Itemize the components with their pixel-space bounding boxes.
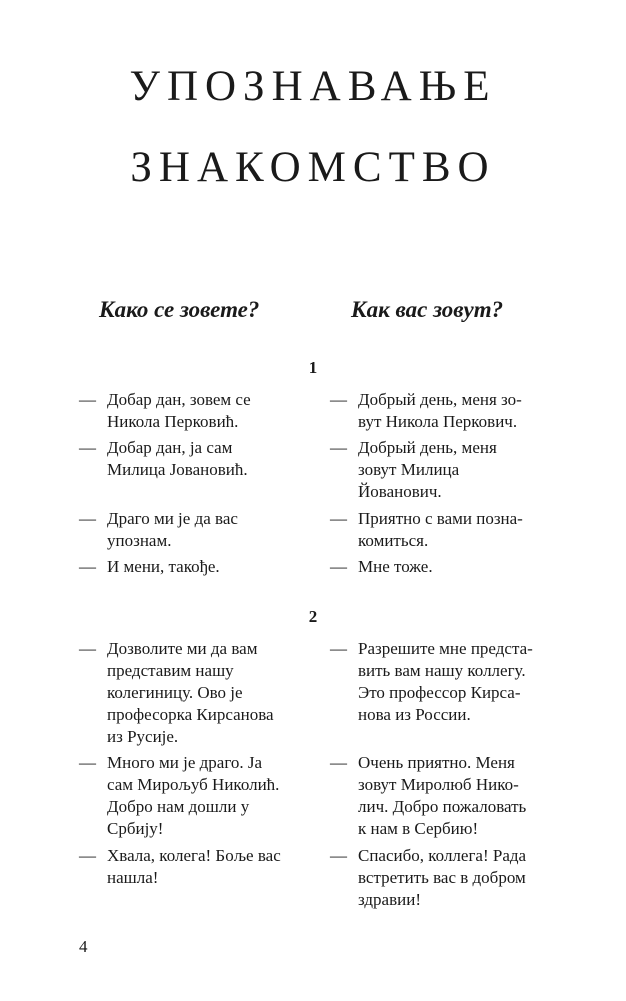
dialogue-line-serbian: представим нашу: [107, 661, 234, 680]
dialogue-dash: —: [79, 846, 96, 865]
dialogue-line-serbian: Драго ми је да вас: [107, 509, 238, 528]
column-heading-russian: Как вас зовут?: [351, 297, 504, 322]
dialogue-line-russian: вут Никола Перкович.: [358, 412, 518, 431]
dialogue-line-russian: Это профессор Кирса-: [358, 683, 521, 702]
dialogue-line-serbian: нашла!: [107, 868, 159, 887]
dialogue-line-serbian: И мени, такође.: [107, 557, 220, 576]
dialogue-dash: —: [79, 390, 96, 409]
dialogue-line-russian: зовут Милица: [358, 460, 460, 479]
dialogue-line-serbian: Много ми је драго. Ја: [107, 753, 263, 772]
dialogue-line-serbian: Милица Јовановић.: [107, 460, 248, 479]
column-heading-serbian: Како се зовете?: [99, 297, 260, 322]
dialogue-line-serbian: Добро нам дошли у: [107, 797, 250, 816]
dialogue-line-russian: нова из России.: [358, 705, 471, 724]
dialogue-line-russian: здравии!: [358, 890, 421, 909]
dialogue-line-serbian: Дозволите ми да вам: [107, 639, 258, 658]
dialogue-line-serbian: колегиницу. Ово је: [107, 683, 243, 702]
dialogue-line-russian: Йованович.: [358, 482, 442, 501]
dialogue-line-russian: Очень приятно. Меня: [358, 753, 515, 772]
dialogue-line-serbian: Хвала, колега! Боље вас: [107, 846, 281, 865]
dialogue-line-russian: Разрешите мне предста-: [358, 639, 533, 658]
dialogue-line-serbian: Никола Перковић.: [107, 412, 239, 431]
dialogue-dash: —: [330, 390, 347, 409]
dialogue-dash: —: [79, 557, 96, 576]
title-russian: ЗНАКОМСТВО: [130, 144, 496, 191]
dialogue-line-russian: встретить вас в добром: [358, 868, 526, 887]
dialogue-dash: —: [330, 557, 347, 576]
dialogue-line-russian: Приятно с вами позна-: [358, 509, 523, 528]
section-number: 2: [308, 607, 318, 626]
title-serbian: УПОЗНАВАЊЕ: [129, 63, 497, 110]
dialogue-line-serbian: из Русије.: [107, 727, 179, 746]
dialogue-dash: —: [79, 753, 96, 772]
dialogue-line-serbian: сам Мирољуб Николић.: [107, 775, 280, 794]
dialogue-dash: —: [330, 753, 347, 772]
dialogue-line-russian: комиться.: [358, 531, 429, 550]
dialogue-dash: —: [79, 639, 96, 658]
dialogue-line-russian: к нам в Сербию!: [358, 819, 479, 838]
dialogue-line-russian: зовут Миролюб Нико-: [358, 775, 519, 794]
dialogue-line-serbian: Добар дан, зовем се: [107, 390, 251, 409]
page-number: 4: [79, 937, 88, 956]
dialogue-line-russian: лич. Добро пожаловать: [358, 797, 527, 816]
section-number: 1: [308, 358, 318, 377]
dialogue-dash: —: [330, 846, 347, 865]
dialogue-dash: —: [330, 639, 347, 658]
dialogue-line-serbian: упознам.: [107, 531, 172, 550]
dialogue-dash: —: [330, 438, 347, 457]
dialogue-line-russian: Спасибо, коллега! Рада: [358, 846, 527, 865]
dialogue-line-russian: Добрый день, меня: [358, 438, 497, 457]
dialogue-line-russian: Добрый день, меня зо-: [358, 390, 522, 409]
dialogue-dash: —: [330, 509, 347, 528]
dialogue-line-russian: вить вам нашу коллегу.: [358, 661, 526, 680]
dialogue-line-serbian: Добар дан, ја сам: [107, 438, 233, 457]
dialogue-line-russian: Мне тоже.: [358, 557, 433, 576]
dialogue-line-serbian: професорка Кирсанова: [107, 705, 274, 724]
dialogue-dash: —: [79, 509, 96, 528]
dialogue-dash: —: [79, 438, 96, 457]
dialogue-line-serbian: Србију!: [107, 819, 164, 838]
